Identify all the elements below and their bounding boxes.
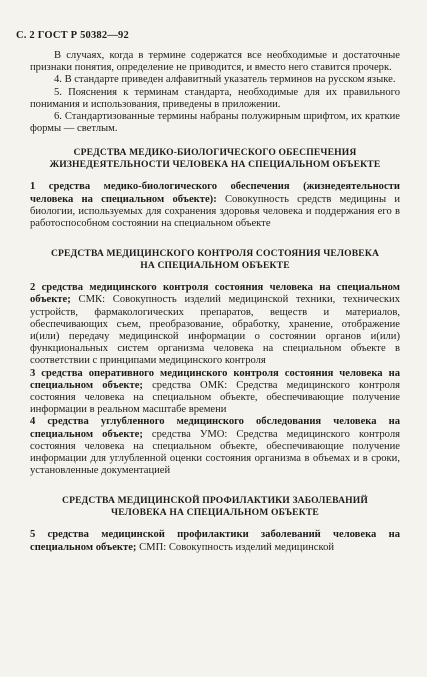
section-heading bbox=[30, 147, 400, 171]
intro-paragraph: 5. Пояснения к терминам стандарта, необходимые для их правильного понимания и использования, приведены в приложении. bbox=[30, 86, 400, 110]
intro-paragraph: В случаях, когда в термине содержатся все необходимые и достаточные признаки понятия, определение не приводится, и вместо него ставится прочерк. bbox=[30, 50, 400, 74]
section-heading-line: ЖИЗНЕДЕЯТЕЛЬНОСТИ ЧЕЛОВЕКА НА СПЕЦИАЛЬНОМ ОБЪЕКТЕ bbox=[49, 159, 381, 171]
term-name: 1 средства медико-биологического обеспечения (жизнедеятельности человека на специальном объекте): bbox=[30, 181, 400, 205]
term-definition: СМК: Совокупность изделий медицинской техники, технических устройств, фармакологических препаратов, веществ и материалов, обеспечивающих съем, преобразование, обработку, хранение, отображение и(или) передачу медицинской информации о состоянии органов и(или) функциональных систем организма человека на специальном объекте в соответствии с принципами медицинского контроля bbox=[30, 294, 400, 367]
term-name: 5 средства медицинской профилактики заболеваний человека на специальном объекте; bbox=[30, 529, 400, 553]
term-entry bbox=[30, 529, 400, 553]
term-name: 4 средства углубленного медицинского обследования человека на специальном объекте; bbox=[30, 416, 400, 440]
term-name: 2 средства медицинского контроля состояния человека на специальном объекте; bbox=[30, 282, 400, 306]
term-definition: средства УМО: Средства медицинского контроля состояния человека на специальном объекте, обеспечивающие получение информации для углубленной оценки состояния организма в объемах и в сроки, установленные документацией bbox=[30, 428, 400, 477]
section-heading bbox=[30, 248, 400, 272]
section-heading-line: ЧЕЛОВЕКА НА СПЕЦИАЛЬНОМ ОБЪЕКТЕ bbox=[111, 507, 319, 519]
section-heading-line: СРЕДСТВА МЕДИКО-БИОЛОГИЧЕСКОГО ОБЕСПЕЧЕНИЯ bbox=[73, 147, 357, 159]
term-entry bbox=[30, 368, 400, 417]
term-definition: СМП: Совокупность изделий медицинской bbox=[136, 541, 335, 553]
term-definition: Совокупность средств медицины и биологии, используемых для сохранения здоровья человека и поддержания его в работоспособном состоянии на специальном объекте bbox=[30, 193, 400, 230]
section-heading-line: СРЕДСТВА МЕДИЦИНСКОЙ ПРОФИЛАКТИКИ ЗАБОЛЕВАНИЙ bbox=[61, 495, 369, 507]
page-body bbox=[30, 50, 400, 554]
term-entry bbox=[30, 416, 400, 477]
term-entry bbox=[30, 282, 400, 367]
section-heading bbox=[30, 495, 400, 519]
section-heading-line: СРЕДСТВА МЕДИЦИНСКОГО КОНТРОЛЯ СОСТОЯНИЯ ЧЕЛОВЕКА bbox=[50, 248, 380, 260]
page-header: С. 2 ГОСТ Р 50382—92 bbox=[16, 30, 129, 41]
section-heading-line: НА СПЕЦИАЛЬНОМ ОБЪЕКТЕ bbox=[140, 260, 290, 272]
intro-paragraph: 4. В стандарте приведен алфавитный указатель терминов на русском языке. bbox=[54, 74, 396, 86]
term-name: 3 средства оперативного медицинского контроля состояния человека на специальном объекте; bbox=[30, 367, 400, 391]
intro-paragraph: 6. Стандартизованные термины набраны полужирным шрифтом, их краткие формы — светлым. bbox=[30, 111, 400, 135]
term-definition: средства ОМК: Средства медицинского контроля состояния человека на специальном объекте, обеспечивающие получение информации в реальном масштабе времени bbox=[30, 379, 400, 416]
term-entry bbox=[30, 181, 400, 230]
